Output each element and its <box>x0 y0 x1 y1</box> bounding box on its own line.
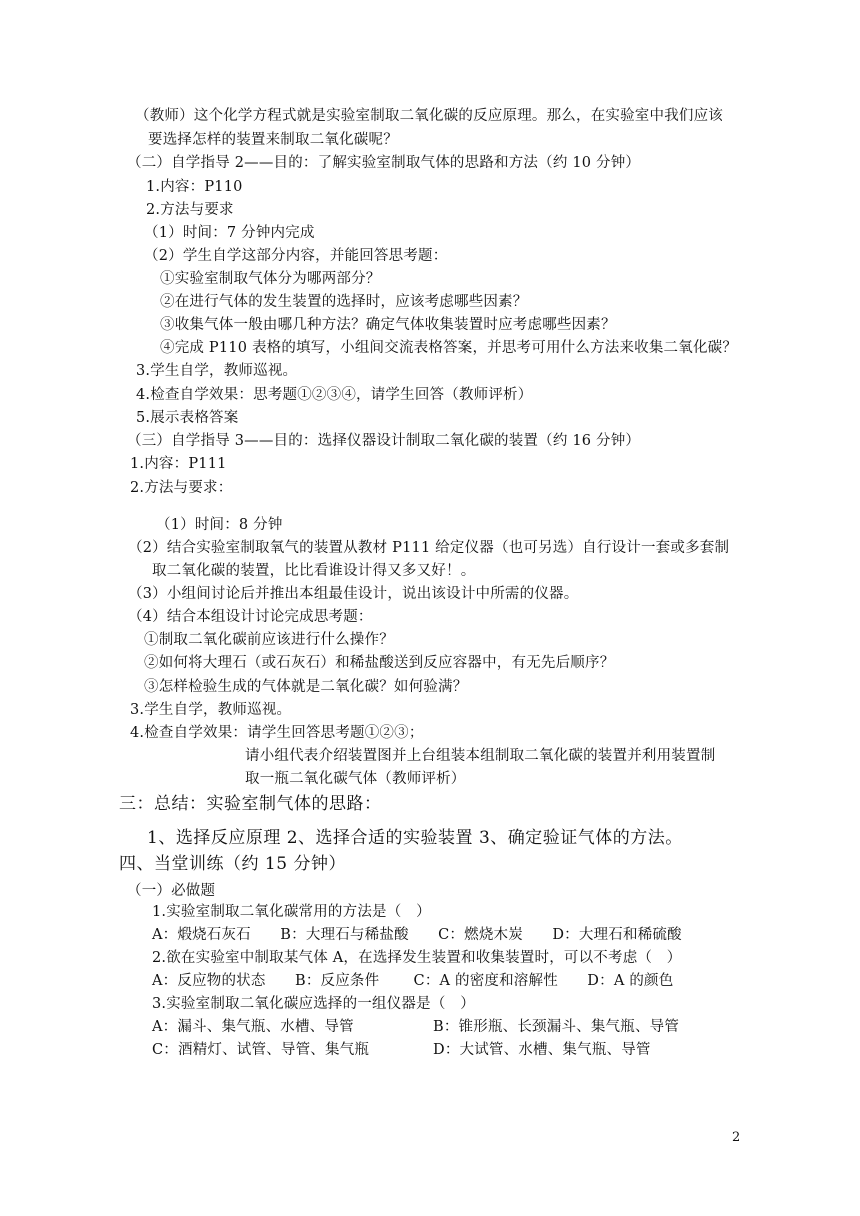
line-23: ①制取二氧化碳前应该进行什么操作？ <box>144 632 394 648</box>
summary-text: 1、选择反应原理 2、选择合适的实验装置 3、确定验证气体的方法。 <box>147 828 683 848</box>
line-24: ②如何将大理石（或石灰石）和稀盐酸送到反应容器中，有无先后顺序？ <box>144 655 615 671</box>
line-28: 请小组代表介绍装置图并上台组装本组制取二氧化碳的装置并利用装置制 <box>245 748 716 764</box>
line-21: （3）小组间讨论后并推出本组最佳设计，说出该设计中所需的仪器。 <box>128 586 579 602</box>
question-1-options: A：煅烧石灰石 B：大理石与稀盐酸 C：燃烧木炭 D：大理石和稀硫酸 <box>152 927 682 943</box>
line-13: 4.检查自学效果：思考题①②③④，请学生回答（教师评析） <box>136 387 533 403</box>
line-18: （1）时间：8 分钟 <box>156 517 283 533</box>
page-number: 2 <box>732 1130 741 1145</box>
line-1: （教师）这个化学方程式就是实验室制取二氧化碳的反应原理。那么，在实验室中我们应该 <box>135 108 723 124</box>
line-9: ②在进行气体的发生装置的选择时，应该考虑哪些因素？ <box>160 294 528 310</box>
question-2-options: A：反应物的状态 B：反应条件 C：A 的密度和溶解性 D：A 的颜色 <box>152 973 674 989</box>
line-12: 3.学生自学，教师巡视。 <box>136 363 298 379</box>
question-3-option-c: C：酒精灯、试管、导管、集气瓶 <box>152 1042 370 1058</box>
line-22: （4）结合本组设计讨论完成思考题： <box>128 609 373 625</box>
question-1: 1.实验室制取二氧化碳常用的方法是（ ） <box>152 904 431 920</box>
line-7: （2）学生自学这部分内容，并能回答思考题： <box>144 248 448 264</box>
line-14: 5.展示表格答案 <box>136 410 239 426</box>
line-29: 取一瓶二氧化碳气体（教师评析） <box>245 771 466 787</box>
question-3-option-b: B：锥形瓶、长颈漏斗、集气瓶、导管 <box>433 1019 680 1035</box>
line-5: 2.方法与要求 <box>146 202 234 218</box>
line-19: （2）结合实验室制取氧气的装置从教材 P111 给定仪器（也可另选）自行设计一套或多套制 <box>128 540 730 556</box>
line-20: 取二氧化碳的装置，比比看谁设计得又多又好！。 <box>152 563 476 579</box>
question-2: 2.欲在实验室中制取某气体 A，在选择发生装置和收集装置时，可以不考虑（ ） <box>152 950 682 966</box>
question-3-option-d: D：大试管、水槽、集气瓶、导管 <box>433 1042 651 1058</box>
section-heading-3: （三）自学指导 3——目的：选择仪器设计制取二氧化碳的装置（约 16 分钟） <box>127 433 641 449</box>
question-3-option-a: A：漏斗、集气瓶、水槽、导管 <box>152 1019 354 1035</box>
line-27: 4.检查自学效果：请学生回答思考题①②③； <box>130 725 424 741</box>
line-33: （一）必做题 <box>127 883 216 899</box>
question-3: 3.实验室制取二氧化碳应选择的一组仪器是（ ） <box>152 996 475 1012</box>
line-16: 1.内容：P111 <box>130 456 227 472</box>
line-25: ③怎样检验生成的气体就是二氧化碳？如何验满？ <box>144 679 468 695</box>
line-6: （1）时间：7 分钟内完成 <box>144 225 315 241</box>
section-heading-2: （二）自学指导 2——目的：了解实验室制取气体的思路和方法（约 10 分钟） <box>127 155 641 171</box>
line-26: 3.学生自学，教师巡视。 <box>130 702 292 718</box>
line-8: ①实验室制取气体分为哪两部分？ <box>160 271 381 287</box>
line-17: 2.方法与要求： <box>130 480 233 496</box>
summary-heading: 三：总结：实验室制气体的思路： <box>119 794 382 814</box>
line-4: 1.内容：P110 <box>146 179 243 195</box>
training-heading: 四、当堂训练（约 15 分钟） <box>119 854 346 874</box>
line-11: ④完成 P110 表格的填写，小组间交流表格答案，并思考可用什么方法来收集二氧化碳？ <box>160 340 738 356</box>
line-2: 要选择怎样的装置来制取二氧化碳呢？ <box>148 132 398 148</box>
line-10: ③收集气体一般由哪几种方法？确定气体收集装置时应考虑哪些因素？ <box>160 317 616 333</box>
